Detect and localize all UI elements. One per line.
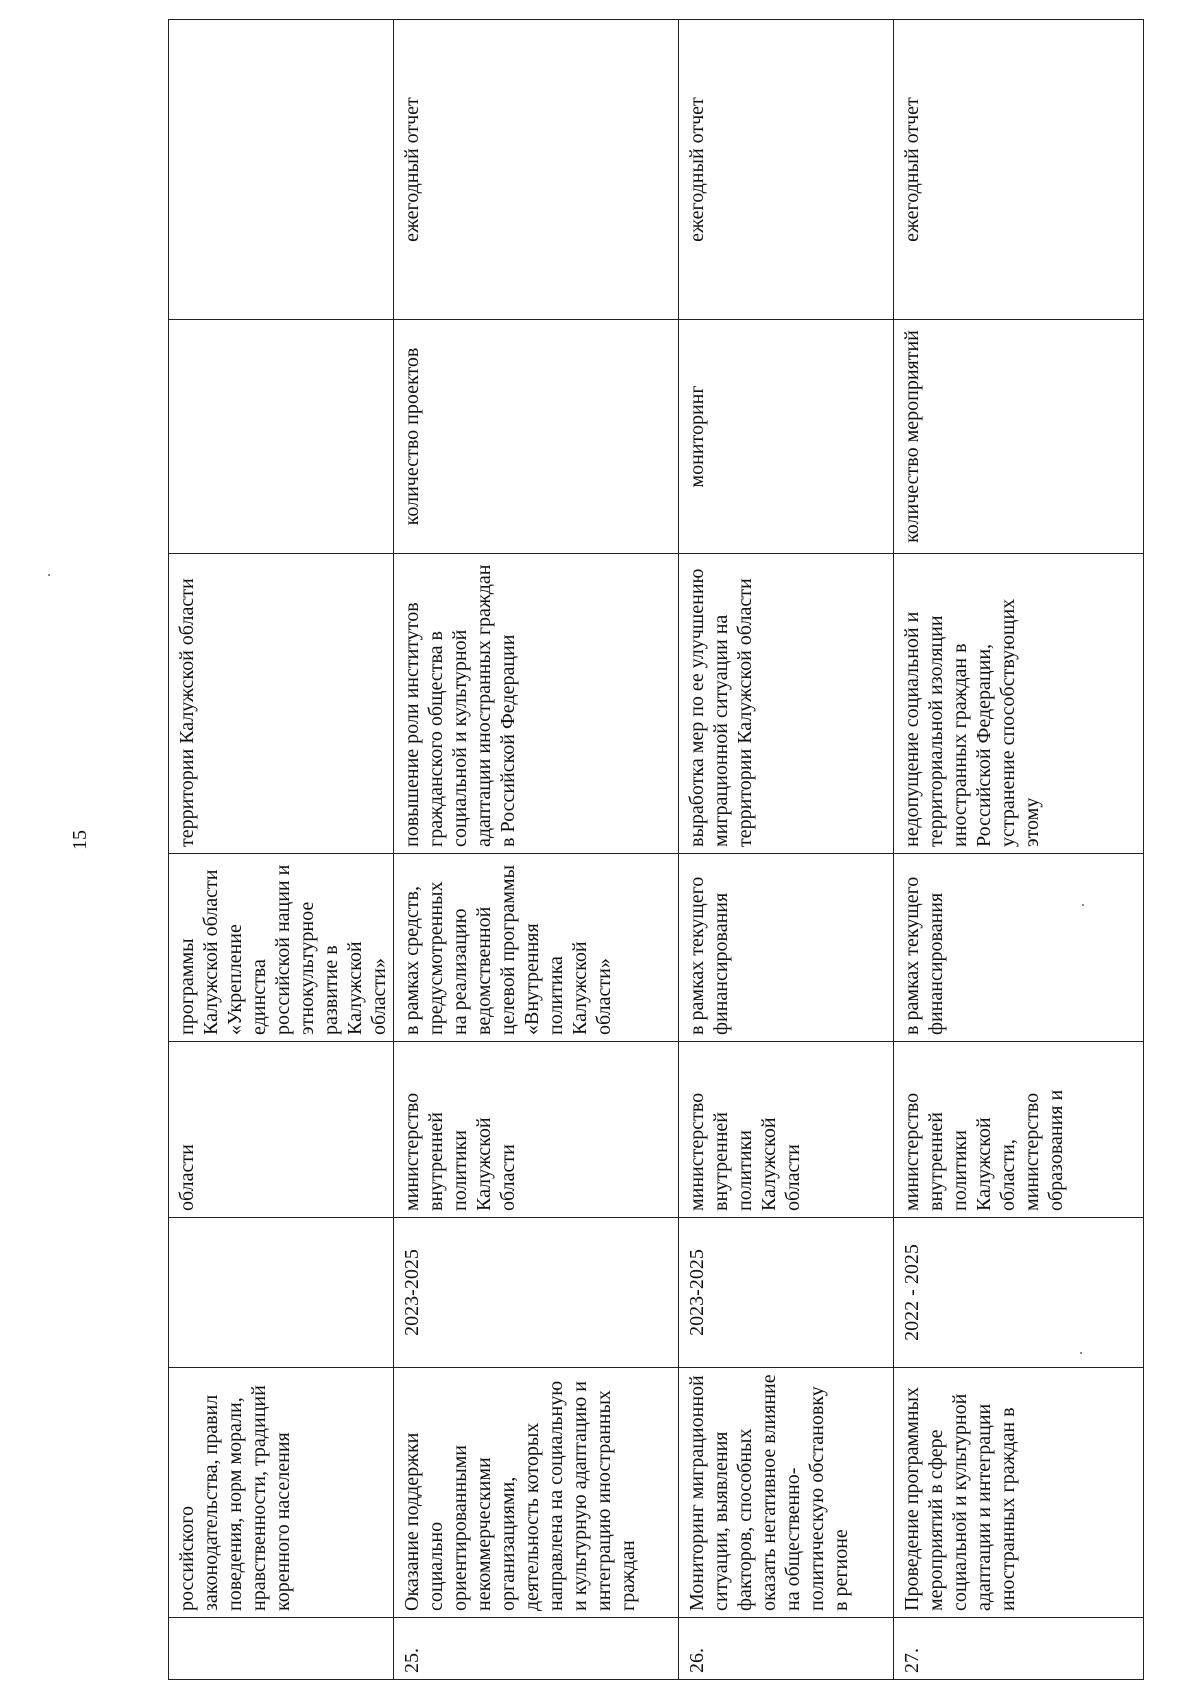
financing-cell: в рамках текущего финансирования [894, 854, 1144, 1042]
scan-speck [48, 574, 50, 576]
executor-cell: министерство внутренней политики Калужской области [394, 1042, 679, 1218]
row-number-cell: 27. [894, 1618, 1144, 1680]
activity-name-cell: Мониторинг миграционной ситуации, выявления факторов, способных оказать негативное влияние на общественно-политическую обстановку в регионе [679, 1368, 894, 1618]
activity-name-cell: Оказание поддержки социально ориентированными некоммерческими организациями, деятельность которых направлена на социальную и культурную адаптацию и интеграцию иностранных граждан [394, 1368, 679, 1618]
result-cell: выработка мер по ее улучшению миграционной ситуации на территории Калужской области [679, 554, 894, 854]
period-cell: 2023-2025 [394, 1218, 679, 1368]
table-row [394, 20, 679, 1680]
financing-cell: в рамках текущего финансирования [679, 854, 894, 1042]
executor-cell: министерство внутренней политики Калужской области [679, 1042, 894, 1218]
result-cell: недопущение социальной и территориальной изоляции иностранных граждан в Российской Федерации, устранение способствующих этому [894, 554, 1144, 854]
table-row [894, 20, 1144, 1680]
activities-table [168, 19, 1144, 1680]
table-row [679, 20, 894, 1680]
indicator-cell: мониторинг [679, 320, 894, 554]
result-cell: территории Калужской области [169, 554, 394, 854]
period-cell: 2022 - 2025 [894, 1218, 1144, 1368]
report-cell: ежегодный отчет [894, 20, 1144, 320]
financing-cell: программы Калужской области «Укрепление единства российской нации и этнокультурное развитие в Калужской области» [169, 854, 394, 1042]
executor-cell: министерство внутренней политики Калужской области, министерство образования и [894, 1042, 1144, 1218]
row-number-cell: 26. [679, 1618, 894, 1680]
result-cell: повышение роли институтов гражданского общества в социальной и культурной адаптации иностранных граждан в Российской Федерации [394, 554, 679, 854]
row-number-cell: 25. [394, 1618, 679, 1680]
indicator-cell [169, 320, 394, 554]
activity-name-cell: Проведение программных мероприятий в сфере социальной и культурной адаптации и интеграции иностранных граждан в [894, 1368, 1144, 1618]
page-number: 15 [69, 830, 91, 850]
indicator-cell: количество мероприятий [894, 320, 1144, 554]
indicator-cell: количество проектов [394, 320, 679, 554]
report-cell: ежегодный отчет [394, 20, 679, 320]
executor-cell: области [169, 1042, 394, 1218]
period-cell [169, 1218, 394, 1368]
report-cell [169, 20, 394, 320]
rotated-table-container [168, 20, 1098, 1680]
activity-name-cell: российского законодательства, правил поведения, норм морали, нравственности, традиций коренного населения [169, 1368, 394, 1618]
table-row [169, 20, 394, 1680]
financing-cell: в рамках средств, предусмотренных на реализацию ведомственной целевой программы «Внутренняя политика Калужской области» [394, 854, 679, 1042]
report-cell: ежегодный отчет [679, 20, 894, 320]
row-number-cell [169, 1618, 394, 1680]
period-cell: 2023-2025 [679, 1218, 894, 1368]
